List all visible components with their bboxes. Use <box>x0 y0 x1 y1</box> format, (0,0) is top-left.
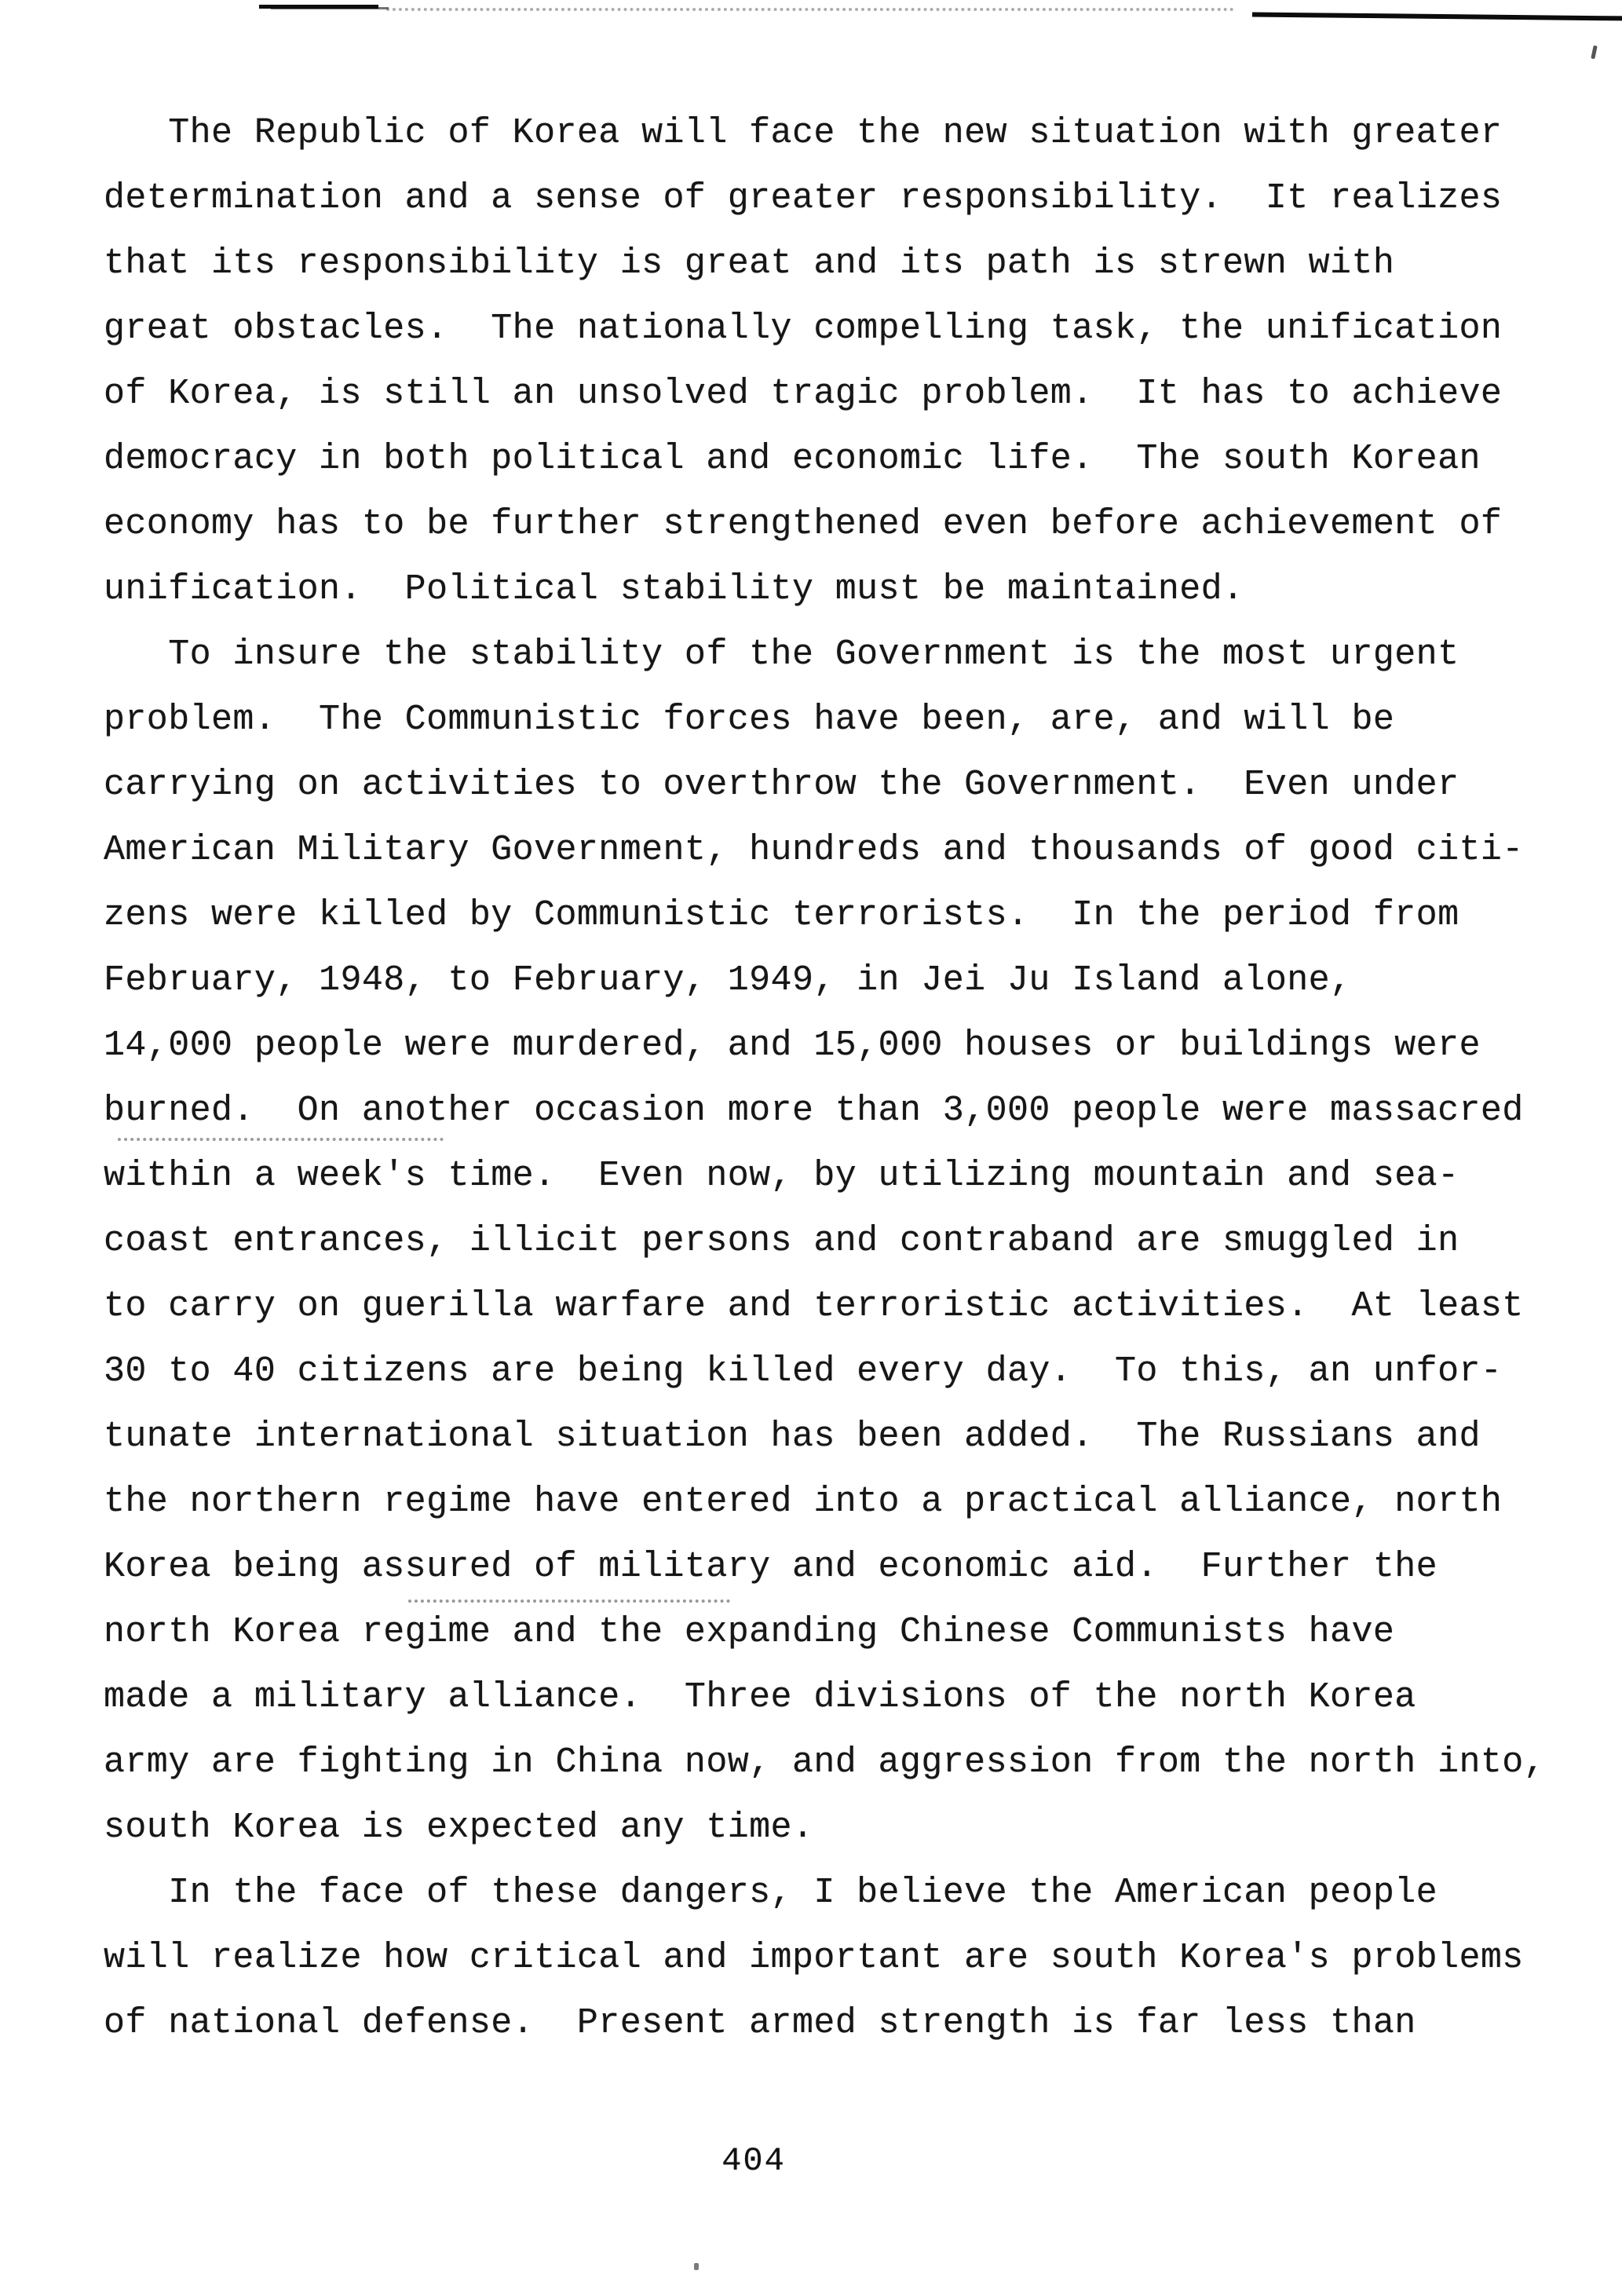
scan-rule-top-right <box>1252 12 1622 20</box>
text-line: democracy in both political and economic life. The south Korean <box>104 439 1481 479</box>
text-line: economy has to be further strengthened even before achievement of <box>104 504 1503 544</box>
text-line: determination and a sense of greater responsibility. It realizes <box>104 178 1503 218</box>
text-line: American Military Government, hundreds and thousands of good citi- <box>104 830 1524 870</box>
scan-dots-mid-page <box>408 1600 730 1603</box>
scan-tick-top-right <box>1591 46 1597 60</box>
text-line: carrying on activities to overthrow the Government. Even under <box>104 765 1459 805</box>
text-line: north Korea regime and the expanding Chinese Communists have <box>104 1612 1395 1652</box>
text-line: the northern regime have entered into a practical alliance, north <box>104 1482 1503 1522</box>
text-line: 14,000 people were murdered, and 15,000 houses or buildings were <box>104 1026 1481 1066</box>
text-line: The Republic of Korea will face the new situation with greater <box>104 113 1503 153</box>
text-line: problem. The Communistic forces have been, are, and will be <box>104 700 1395 740</box>
document-body <box>104 101 1595 2056</box>
text-line: of Korea, is still an unsolved tragic problem. It has to achieve <box>104 374 1503 414</box>
text-line: south Korea is expected any time. <box>104 1808 814 1848</box>
text-line: to carry on guerilla warfare and terroristic activities. At least <box>104 1286 1524 1326</box>
text-line: Korea being assured of military and economic aid. Further the <box>104 1547 1438 1587</box>
scan-speck-bottom <box>694 2263 699 2270</box>
scan-rule-top-left <box>259 5 378 9</box>
text-line: burned. On another occasion more than 3,000 people were massacred <box>104 1091 1524 1131</box>
text-line: zens were killed by Communistic terrorists. In the period from <box>104 895 1459 935</box>
text-line: tunate international situation has been added. The Russians and <box>104 1417 1481 1457</box>
scan-dots-top <box>386 8 1234 11</box>
text-line: 30 to 40 citizens are being killed every day. To this, an unfor- <box>104 1351 1503 1391</box>
text-line: made a military alliance. Three divisions of the north Korea <box>104 1677 1416 1717</box>
text-line: will realize how critical and important are south Korea's problems <box>104 1938 1524 1978</box>
text-line: great obstacles. The nationally compelling task, the unification <box>104 309 1503 349</box>
text-line: army are fighting in China now, and aggression from the north into, <box>104 1742 1546 1782</box>
scan-dots-weeks-line <box>118 1138 444 1141</box>
text-line: coast entrances, illicit persons and contraband are smuggled in <box>104 1221 1459 1261</box>
page-number: 404 <box>721 2142 786 2180</box>
text-line: February, 1948, to February, 1949, in Jei Ju Island alone, <box>104 960 1352 1000</box>
text-line: To insure the stability of the Government is the most urgent <box>104 634 1459 675</box>
text-line: of national defense. Present armed strength is far less than <box>104 2003 1416 2043</box>
text-line: that its responsibility is great and its path is strewn with <box>104 243 1395 283</box>
text-line: In the face of these dangers, I believe the American people <box>104 1873 1438 1913</box>
text-line: unification. Political stability must be maintained. <box>104 569 1244 609</box>
text-line: within a week's time. Even now, by utilizing mountain and sea- <box>104 1156 1459 1196</box>
